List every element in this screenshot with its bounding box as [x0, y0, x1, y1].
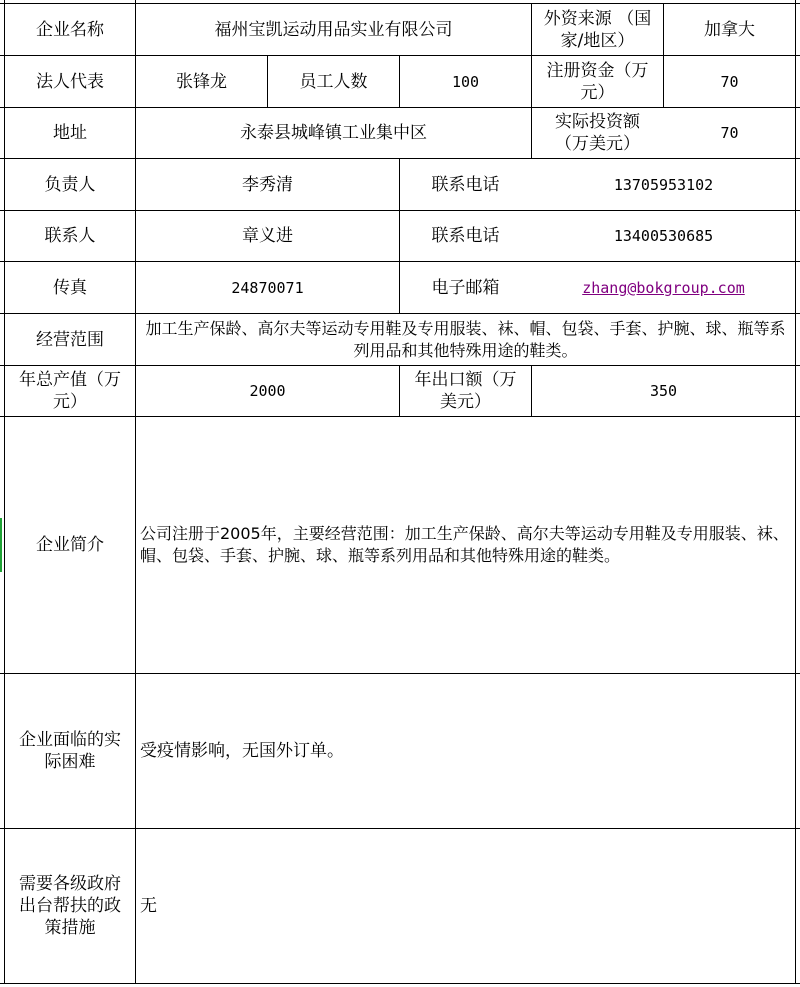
phone2-label[interactable]: 联系电话 [431, 226, 500, 246]
contact-person[interactable]: 章义进 [242, 226, 293, 246]
contact-label[interactable]: 联系人 [44, 226, 96, 246]
foreign-source-label[interactable]: 外资来源 （国家/地区） [543, 8, 652, 51]
policy-label[interactable]: 需要各级政府出台帮扶的政策措施 [19, 874, 121, 938]
email-cell[interactable] [532, 262, 795, 313]
output-label[interactable]: 年总产值（万元） [19, 370, 121, 412]
difficulty-label[interactable]: 企业面临的实际困难 [19, 730, 121, 772]
employees-label[interactable]: 员工人数 [299, 71, 368, 92]
reg-capital-label[interactable]: 注册资金（万元） [546, 60, 649, 103]
annual-export[interactable]: 350 [649, 382, 678, 400]
email-label[interactable]: 电子邮箱 [431, 277, 500, 298]
foreign-source[interactable]: 加拿大 [704, 19, 755, 40]
reg-capital[interactable]: 70 [720, 72, 739, 91]
annual-output[interactable]: 2000 [249, 382, 286, 400]
address-label[interactable]: 地址 [53, 123, 87, 143]
phone1-label[interactable]: 联系电话 [431, 174, 500, 195]
scope-label[interactable]: 经营范围 [36, 329, 104, 350]
phone1[interactable]: 13705953102 [613, 175, 714, 194]
difficulty[interactable]: 受疫情影响，无国外订单。 [140, 741, 344, 761]
row-selection-marker [0, 518, 2, 572]
fax[interactable]: 24870071 [231, 278, 304, 297]
address[interactable]: 永泰县城峰镇工业集中区 [240, 123, 427, 143]
intro-label[interactable]: 企业简介 [36, 535, 104, 555]
legal-rep-label[interactable]: 法人代表 [36, 71, 104, 92]
manager[interactable]: 李秀清 [242, 174, 293, 195]
fax-label[interactable]: 传真 [53, 277, 87, 298]
legal-rep[interactable]: 张锋龙 [176, 71, 227, 92]
company-name[interactable]: 福州宝凯运动用品实业有限公司 [214, 19, 453, 40]
policy[interactable]: 无 [140, 896, 157, 916]
phone2[interactable]: 13400530685 [613, 227, 714, 245]
email-link[interactable]: zhang@bokgroup.com [582, 278, 745, 297]
company-intro[interactable]: 公司注册于2005年，主要经营范围：加工生产保龄、高尔夫等运动专用鞋及专用服装、袜、帽、包袋、手套、护腕、球、瓶等系列用品和其他特殊用途的鞋类。 [140, 524, 789, 565]
actual-invest-label[interactable]: 实际投资额（万美元） [555, 112, 640, 154]
employees[interactable]: 100 [451, 72, 480, 91]
manager-label[interactable]: 负责人 [44, 174, 96, 195]
actual-invest[interactable]: 70 [720, 124, 739, 142]
business-scope[interactable]: 加工生产保龄、高尔夫等运动专用鞋及专用服装、袜、帽、包袋、手套、护腕、球、瓶等系列用品和其他特殊用途的鞋类。 [145, 318, 786, 360]
export-label[interactable]: 年出口额（万美元） [414, 370, 517, 412]
company-name-label[interactable]: 企业名称 [36, 19, 104, 40]
